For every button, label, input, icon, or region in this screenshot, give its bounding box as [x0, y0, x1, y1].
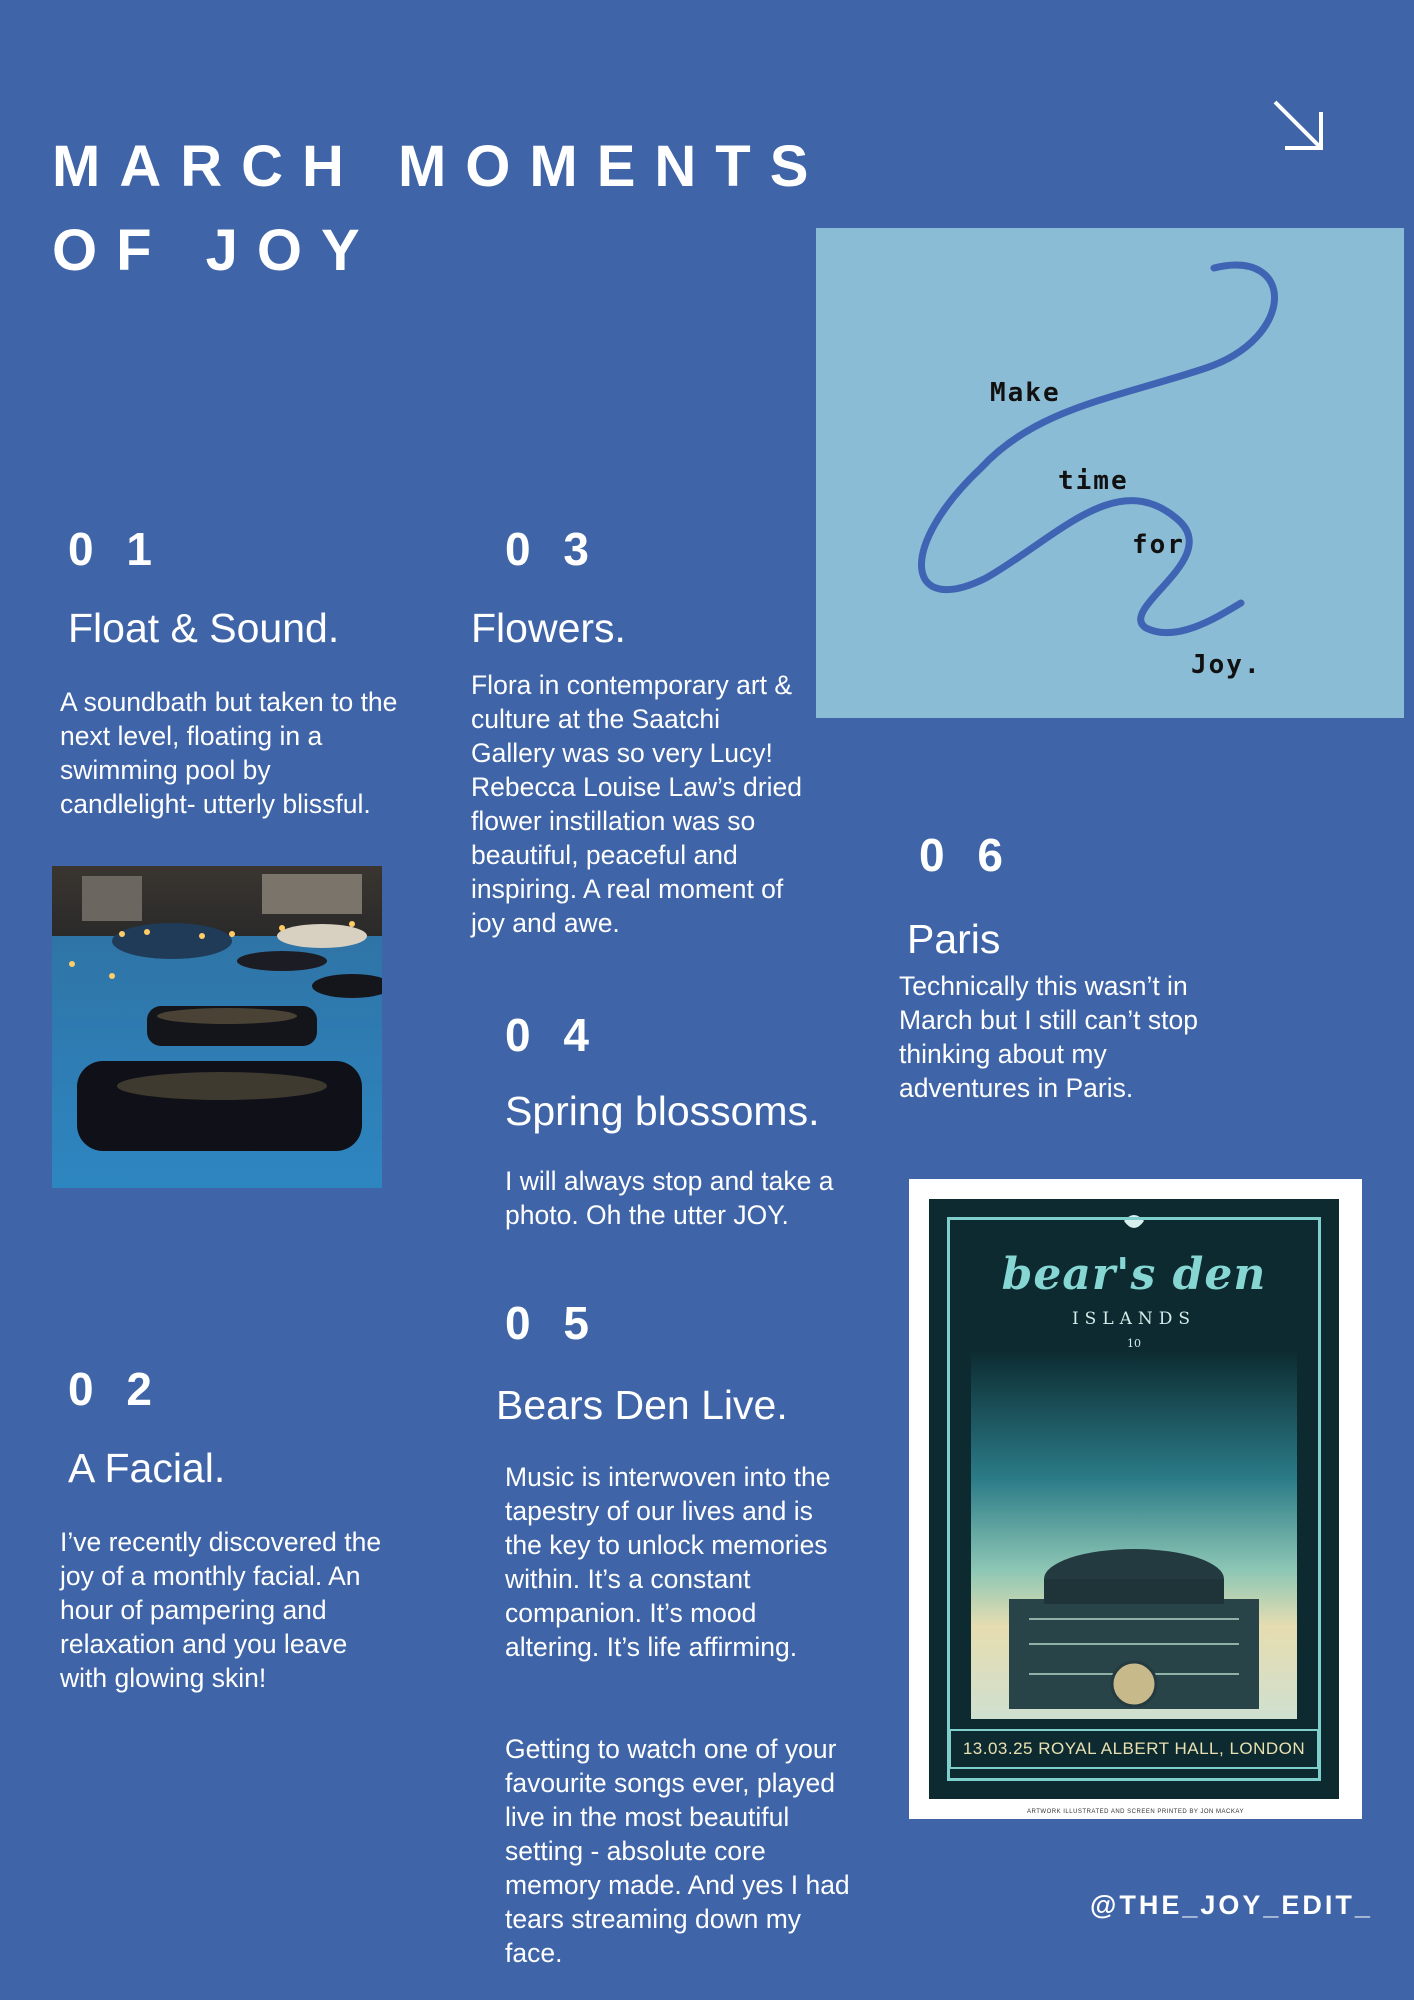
item-body-spring-blossoms: I will always stop and take a photo. Oh the utter JOY.: [505, 1166, 834, 1230]
item-body-float-sound: A soundbath but taken to the next level, floating in a swimming pool by candlelight- utterly blissful.: [60, 687, 398, 819]
make-time-for-joy-card: [816, 228, 1404, 718]
page-title-line-2: OF JOY: [52, 218, 379, 283]
item-body-facial: I’ve recently discovered the joy of a monthly facial. An hour of pampering and relaxation and you leave with glowing skin!: [60, 1527, 382, 1693]
item-number-06: 0 6: [919, 829, 1013, 881]
item-heading-float-sound: Float & Sound.: [68, 605, 340, 651]
joy-word-for: for: [1132, 530, 1185, 560]
joy-word-make: Make: [990, 378, 1061, 408]
poster-date-line: 13.03.25 ROYAL ALBERT HALL, LONDON: [949, 1729, 1319, 1769]
poster-credit: ARTWORK ILLUSTRATED AND SCREEN PRINTED BY JON MACKAY: [1027, 1809, 1244, 1815]
item-heading-flowers: Flowers.: [471, 605, 626, 651]
joy-word-joy: Joy.: [1191, 650, 1262, 680]
item-body-flowers: Flora in contemporary art & culture at the Saatchi Gallery was so very Lucy! Rebecca Louise Law’s dried flower instillation was so beautiful, peaceful and inspiring. A real moment of joy and awe.: [471, 670, 802, 938]
item-heading-facial: A Facial.: [68, 1445, 226, 1491]
page-title-line-1: MARCH MOMENTS: [52, 134, 828, 199]
item-heading-bears-den-live: Bears Den Live.: [496, 1382, 788, 1428]
item-number-05: 0 5: [505, 1297, 599, 1349]
joy-word-time: time: [1058, 466, 1129, 496]
poster-border: [947, 1217, 1321, 1781]
item-number-03: 0 3: [505, 523, 599, 575]
item-heading-spring-blossoms: Spring blossoms.: [505, 1088, 820, 1134]
bears-den-poster: [909, 1179, 1362, 1819]
item-heading-paris: Paris: [907, 916, 1001, 962]
arrow-down-right-icon: [1271, 98, 1327, 154]
floating-pool-photo: [52, 866, 382, 1188]
item-body-paris: Technically this wasn’t in March but I still can’t stop thinking about my adventures in Paris.: [899, 971, 1198, 1103]
poster-subtitle: ISLANDS: [1071, 1309, 1197, 1329]
item-number-01: 0 1: [68, 523, 162, 575]
item-body-bears-den-live-2: Getting to watch one of your favourite songs ever, played live in the most beautiful setting - absolute core memory made. And yes I had tears streaming down my face.: [505, 1734, 850, 1968]
item-number-02: 0 2: [68, 1363, 162, 1415]
item-body-bears-den-live: Music is interwoven into the tapestry of our lives and is the key to unlock memories within. It’s a constant companion. It’s mood altering. It’s life affirming.: [505, 1462, 831, 1662]
poster-artwork: [929, 1199, 1339, 1799]
social-handle[interactable]: @THE_JOY_EDIT_: [1090, 1890, 1373, 1920]
poster-edition: 10: [1127, 1337, 1141, 1350]
item-number-04: 0 4: [505, 1009, 599, 1061]
poster-brand: bear's den: [1001, 1249, 1267, 1300]
